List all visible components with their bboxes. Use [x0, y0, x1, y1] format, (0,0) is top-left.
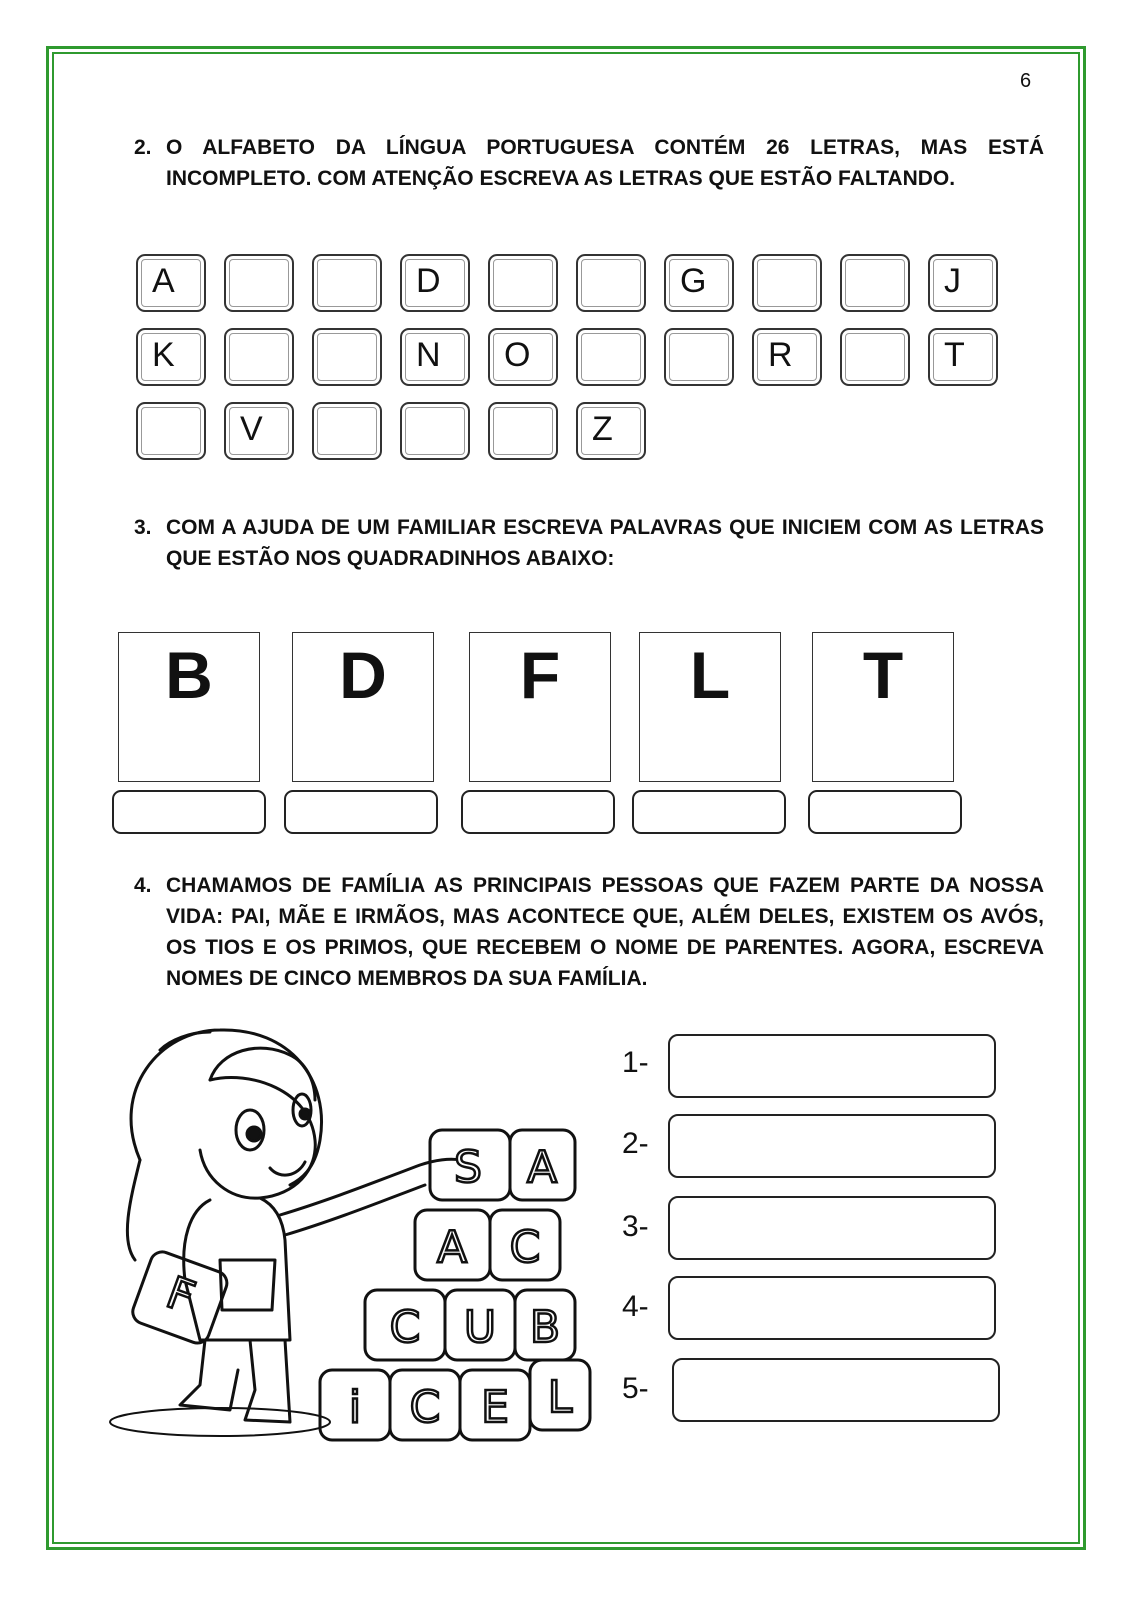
girl-with-blocks-illustration — [100, 1010, 620, 1450]
question-text: COM A AJUDA DE UM FAMILIAR ESCREVA PALAVRAS QUE INICIEM COM AS LETRAS QUE ESTÃO NOS QUADRADINHOS ABAIXO: — [166, 516, 1044, 570]
alphabet-box[interactable]: A — [136, 254, 206, 312]
alphabet-box[interactable] — [488, 254, 558, 312]
alphabet-box[interactable] — [752, 254, 822, 312]
question-number: 3. — [134, 516, 152, 539]
family-label: 1- — [622, 1046, 649, 1079]
word-answer-box[interactable] — [461, 790, 615, 834]
letter-card: F — [469, 632, 611, 782]
alphabet-box[interactable] — [224, 328, 294, 386]
letter-card: L — [639, 632, 781, 782]
family-label: 2- — [622, 1127, 649, 1160]
alphabet-box[interactable]: G — [664, 254, 734, 312]
family-name-box[interactable] — [668, 1276, 996, 1340]
block-letter: E — [481, 1382, 509, 1433]
alphabet-box[interactable] — [840, 254, 910, 312]
block-letter: C — [409, 1382, 441, 1433]
alphabet-box[interactable]: O — [488, 328, 558, 386]
question-text: O ALFABETO DA LÍNGUA PORTUGUESA CONTÉM 26 LETRAS, MAS ESTÁ INCOMPLETO. COM ATENÇÃO ESCREVA AS LETRAS QUE ESTÃO FALTANDO. — [166, 136, 1044, 190]
alphabet-box[interactable]: V — [224, 402, 294, 460]
alphabet-box[interactable]: T — [928, 328, 998, 386]
question-text: CHAMAMOS DE FAMÍLIA AS PRINCIPAIS PESSOAS QUE FAZEM PARTE DA NOSSA VIDA: PAI, MÃE E IRMÃOS, MAS ACONTECE QUE, ALÉM DELES, EXISTEM OS AVÓS, OS TIOS E OS PRIMOS, QUE RECEBEM O NOME DE PARENTES. AGORA, ESCREVA NOMES DE CINCO MEMBROS DA SUA FAMÍLIA. — [166, 874, 1044, 990]
block-letter: C — [509, 1222, 541, 1273]
family-label: 5- — [622, 1372, 649, 1405]
alphabet-box[interactable]: K — [136, 328, 206, 386]
alphabet-box[interactable] — [840, 328, 910, 386]
alphabet-box[interactable] — [400, 402, 470, 460]
alphabet-box[interactable]: D — [400, 254, 470, 312]
block-letter: S — [454, 1142, 482, 1193]
block-letter: F — [159, 1267, 202, 1324]
word-answer-box[interactable] — [284, 790, 438, 834]
word-answer-box[interactable] — [112, 790, 266, 834]
block-letter: L — [547, 1372, 573, 1423]
alphabet-box[interactable]: J — [928, 254, 998, 312]
letter-card: D — [292, 632, 434, 782]
alphabet-box[interactable] — [312, 254, 382, 312]
word-answer-box[interactable] — [808, 790, 962, 834]
alphabet-box[interactable] — [664, 328, 734, 386]
family-name-box[interactable] — [668, 1196, 996, 1260]
letter-card: B — [118, 632, 260, 782]
family-label: 4- — [622, 1290, 649, 1323]
alphabet-box[interactable] — [312, 328, 382, 386]
alphabet-box[interactable]: R — [752, 328, 822, 386]
alphabet-box[interactable] — [224, 254, 294, 312]
family-name-box[interactable] — [668, 1114, 996, 1178]
alphabet-box[interactable] — [576, 254, 646, 312]
family-name-box[interactable] — [668, 1034, 996, 1098]
letter-card: T — [812, 632, 954, 782]
page-number: 6 — [1020, 70, 1032, 92]
question-3 — [134, 512, 1044, 574]
block-letter: A — [526, 1142, 558, 1193]
question-number: 2. — [134, 136, 152, 159]
question-number: 4. — [134, 874, 152, 897]
block-letter: C — [389, 1302, 421, 1353]
alphabet-box[interactable] — [576, 328, 646, 386]
alphabet-box[interactable] — [136, 402, 206, 460]
block-letter: U — [463, 1302, 497, 1353]
block-letter: A — [436, 1222, 468, 1273]
family-name-box[interactable] — [672, 1358, 1000, 1422]
block-letter: i — [348, 1382, 362, 1433]
question-4 — [134, 870, 1044, 994]
word-answer-box[interactable] — [632, 790, 786, 834]
alphabet-box[interactable] — [312, 402, 382, 460]
block-letter: B — [529, 1302, 561, 1353]
family-label: 3- — [622, 1210, 649, 1243]
alphabet-box[interactable]: N — [400, 328, 470, 386]
question-2 — [134, 132, 1044, 194]
alphabet-box[interactable] — [488, 402, 558, 460]
alphabet-box[interactable]: Z — [576, 402, 646, 460]
